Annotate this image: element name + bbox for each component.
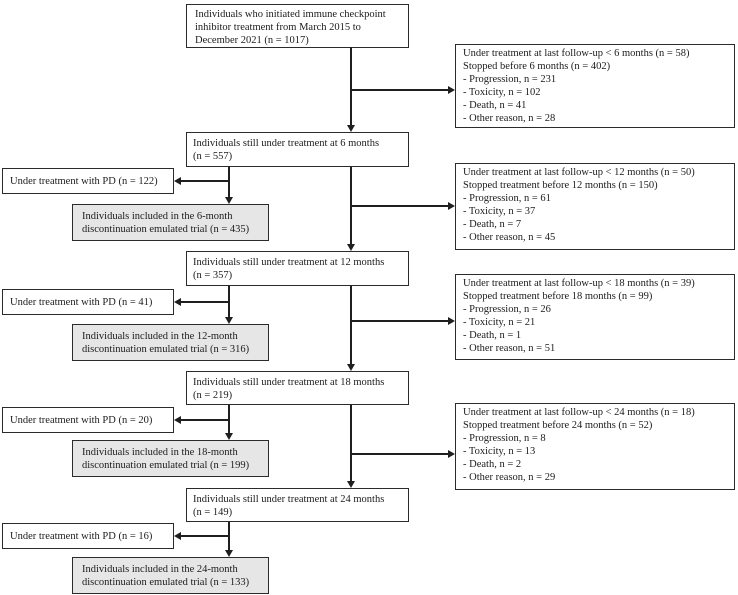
text-line: Under treatment at last follow-up < 12 months (n = 50): [463, 167, 695, 178]
text-line: - Toxicity, n = 13: [463, 446, 536, 457]
connector-to-trial-6mo: [228, 167, 230, 197]
text-line: - Other reason, n = 51: [463, 343, 556, 354]
text-line: Individuals included in the 18-month: [82, 447, 238, 458]
text-line: Under treatment with PD (n = 20): [10, 414, 153, 426]
connector-to-side-18mo: [350, 320, 448, 322]
text-line: Under treatment with PD (n = 122): [10, 175, 158, 187]
text-line: (n = 149): [193, 507, 233, 518]
arrow-down-icon: [225, 317, 233, 324]
connector-12mo-to-18mo: [350, 286, 352, 364]
trial-box-24mo: [72, 557, 269, 594]
text-line: - Other reason, n = 29: [463, 472, 556, 483]
text-line: Under treatment at last follow-up < 6 months (n = 58): [463, 48, 690, 59]
text-line: Stopped treatment before 24 months (n = 52): [463, 420, 653, 431]
text-line: Stopped before 6 months (n = 402): [463, 61, 611, 72]
arrow-left-icon: [174, 532, 181, 540]
text-line: Individuals still under treatment at 18 months: [193, 377, 385, 388]
text-line: - Progression, n = 231: [463, 74, 557, 85]
connector-to-side-12mo: [350, 205, 448, 207]
text-line: Stopped treatment before 12 months (n = 150): [463, 180, 658, 191]
text-line: Individuals still under treatment at 12 months: [193, 257, 385, 268]
text-line: Stopped treatment before 18 months (n = 99): [463, 291, 653, 302]
text-line: discontinuation emulated trial (n = 133): [82, 577, 250, 588]
pd-box-18mo: [2, 407, 174, 433]
text-line: (n = 219): [193, 390, 233, 401]
side-box-18mo: [455, 274, 735, 360]
main-box-6mo: [186, 132, 409, 167]
text-line: Individuals who initiated immune checkpoint: [195, 9, 386, 20]
side-box-12mo: [455, 163, 735, 250]
arrow-down-icon: [347, 481, 355, 488]
trial-box-12mo: [72, 324, 269, 361]
text-line: discontinuation emulated trial (n = 316): [82, 344, 250, 355]
connector-18mo-to-24mo: [350, 405, 352, 481]
arrow-left-icon: [174, 416, 181, 424]
trial-box-18mo: [72, 440, 269, 477]
text-line: Under treatment at last follow-up < 24 months (n = 18): [463, 407, 695, 418]
text-line: - Progression, n = 26: [463, 304, 551, 315]
connector-to-pd-24mo: [181, 535, 230, 537]
arrow-right-icon: [448, 450, 455, 458]
text-line: - Other reason, n = 45: [463, 232, 556, 243]
pd-box-24mo: [2, 523, 174, 549]
arrow-left-icon: [174, 298, 181, 306]
text-line: Under treatment with PD (n = 41): [10, 296, 153, 308]
connector-to-pd-18mo: [181, 419, 230, 421]
arrow-down-icon: [347, 125, 355, 132]
side-box-24mo: [455, 403, 735, 490]
connector-to-side-24mo: [350, 453, 448, 455]
side-box-6mo: [455, 44, 735, 128]
start-box: [186, 4, 409, 48]
arrow-down-icon: [347, 364, 355, 371]
text-line: - Toxicity, n = 37: [463, 206, 536, 217]
arrow-left-icon: [174, 177, 181, 185]
text-line: discontinuation emulated trial (n = 435): [82, 224, 250, 235]
main-box-24mo: [186, 488, 409, 522]
text-line: Individuals still under treatment at 24 months: [193, 494, 385, 505]
text-line: - Death, n = 41: [463, 100, 527, 111]
arrow-down-icon: [225, 550, 233, 557]
connector-to-side-6mo: [350, 89, 448, 91]
text-line: (n = 357): [193, 270, 233, 281]
arrow-down-icon: [225, 197, 233, 204]
connector-to-pd-6mo: [181, 180, 230, 182]
text-line: - Progression, n = 8: [463, 433, 546, 444]
pd-box-12mo: [2, 289, 174, 315]
text-line: December 2021 (n = 1017): [195, 35, 309, 46]
text-line: (n = 557): [193, 151, 233, 162]
text-line: Individuals included in the 12-month: [82, 331, 238, 342]
trial-box-6mo: [72, 204, 269, 241]
text-line: Individuals still under treatment at 6 months: [193, 138, 380, 149]
text-line: Individuals included in the 24-month: [82, 564, 238, 575]
arrow-down-icon: [347, 244, 355, 251]
arrow-down-icon: [225, 433, 233, 440]
text-line: - Toxicity, n = 21: [463, 317, 536, 328]
text-line: Individuals included in the 6-month: [82, 211, 233, 222]
text-line: Under treatment at last follow-up < 18 months (n = 39): [463, 278, 695, 289]
text-line: - Death, n = 2: [463, 459, 522, 470]
arrow-right-icon: [448, 202, 455, 210]
text-line: - Death, n = 1: [463, 330, 522, 341]
text-line: - Other reason, n = 28: [463, 113, 556, 124]
connector-to-pd-12mo: [181, 301, 230, 303]
text-line: discontinuation emulated trial (n = 199): [82, 460, 250, 471]
text-line: - Progression, n = 61: [463, 193, 551, 204]
main-box-18mo: [186, 371, 409, 405]
text-line: inhibitor treatment from March 2015 to: [195, 22, 361, 33]
text-line: - Toxicity, n = 102: [463, 87, 541, 98]
pd-box-6mo: [2, 168, 174, 194]
text-line: Under treatment with PD (n = 16): [10, 530, 153, 542]
connector-start-to-6mo: [350, 47, 352, 125]
arrow-right-icon: [448, 317, 455, 325]
arrow-right-icon: [448, 86, 455, 94]
text-line: - Death, n = 7: [463, 219, 522, 230]
main-box-12mo: [186, 251, 409, 286]
